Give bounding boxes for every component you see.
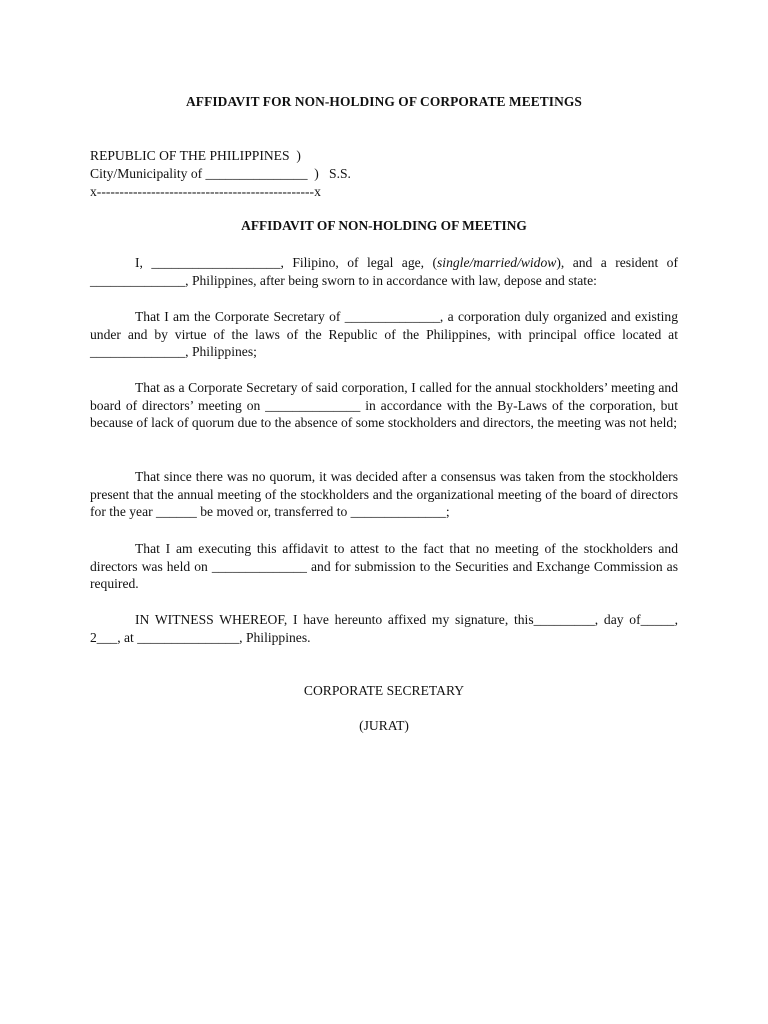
signatory-title: CORPORATE SECRETARY: [303, 683, 465, 698]
civil-status-options: single/married/widow: [437, 255, 557, 270]
jurat-label: (JURAT): [359, 718, 409, 733]
venue-republic: REPUBLIC OF THE PHILIPPINES ): [90, 148, 301, 163]
paragraph-meeting-called: That as a Corporate Secretary of said corporation, I called for the annual stockholders’ meeting and board of directors’ meeting on ______________ in accordance with the By-Laws of the corporation, but because of lack of quorum due to the absence of some stockholders and directors, the meeting was not held;: [90, 380, 678, 431]
paragraph-no-quorum: That since there was no quorum, it was decided after a consensus was taken from the stockholders present that the annual meeting of the stockholders and the organizational meeting of the board of directors for the year ______ be moved or, transferred to ______________;: [90, 469, 678, 520]
venue-separator: x------------------------------------------------x: [90, 184, 321, 199]
paragraph-attestation: That I am executing this affidavit to attest to the fact that no meeting of the stockholders and directors was held on ______________ and for submission to the Securities and Exchange Commission as required.: [90, 541, 678, 592]
paragraph-corporate-secretary: That I am the Corporate Secretary of ______________, a corporation duly organized and existing under and by virtue of the laws of the Republic of the Philippines, with principal office located at ______________, Philippines;: [90, 309, 678, 360]
paragraph-affiant-intro-b: ), and a resident of ______________, Philippines, after being sworn to in accordance with law, depose and state:: [90, 255, 679, 288]
paragraph-affiant-intro: [90, 254, 678, 289]
document-title: AFFIDAVIT FOR NON-HOLDING OF CORPORATE MEETINGS: [186, 94, 582, 109]
venue-city: City/Municipality of _______________ ) S.S.: [90, 166, 351, 181]
affidavit-subtitle: AFFIDAVIT OF NON-HOLDING OF MEETING: [241, 218, 527, 233]
paragraph-in-witness: IN WITNESS WHEREOF, I have hereunto affixed my signature, this_________, day of_____, 2___, at _______________, Philippines.: [90, 612, 678, 645]
venue-block: [90, 147, 351, 201]
paragraph-affiant-intro-a: I, ___________________, Filipino, of legal age, (: [135, 255, 438, 270]
